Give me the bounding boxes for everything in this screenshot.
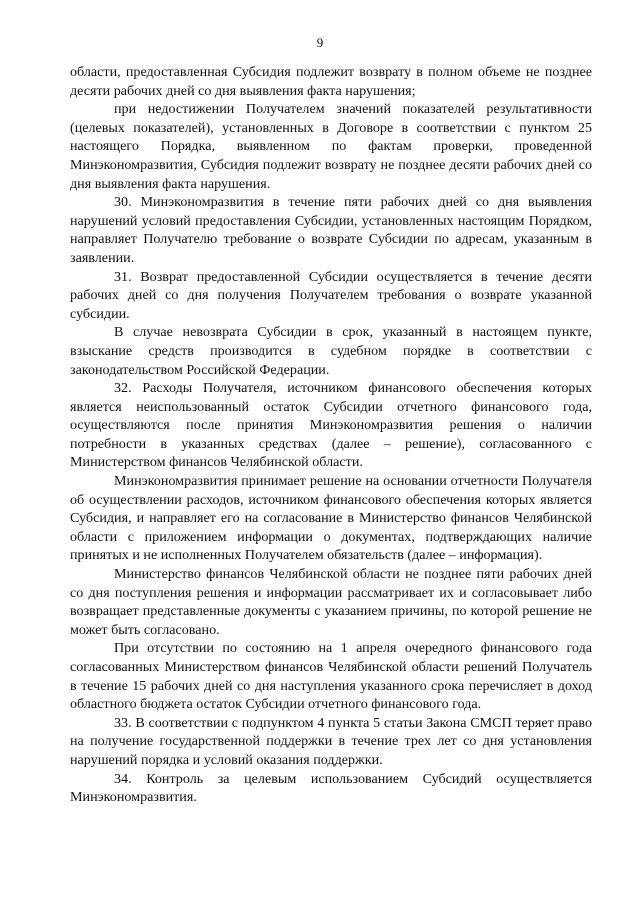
- paragraph: 30. Минэкономразвития в течение пяти рабочих дней со дня выявления нарушений условий предоставления Субсидии, установленных настоящим Порядком, направляет Получателю требование о возврате Субсидии по адресам, указанным в заявлении.: [70, 194, 592, 266]
- page-number: 9: [316, 35, 324, 50]
- paragraph: 32. Расходы Получателя, источником финансового обеспечения которых является неиспользованный остаток Субсидии отчетного финансового года, осуществляются после принятия Минэкономразвития решения о наличии потребности в указанных средствах (далее – решение), согласованного с Министерством финансов Челябинской области.: [70, 380, 592, 471]
- paragraph: 34. Контроль за целевым использованием Субсидий осуществляется Минэкономразвития.: [70, 770, 592, 806]
- paragraph: при недостижении Получателем значений показателей результативности (целевых показателей), установленных в Договоре в соответствии с пунктом 25 настоящего Порядка, выявленном по фактам проверки, проведенной Минэкономразвития, Субсидия подлежит возврату не позднее десяти рабочих дней со дня выявления факта нарушения.: [70, 101, 592, 192]
- paragraph: области, предоставленная Субсидия подлежит возврату в полном объеме не позднее десяти рабочих дней со дня выявления факта нарушения;: [70, 64, 592, 99]
- paragraph: 33. В соответствии с подпунктом 4 пункта 5 статьи Закона СМСП теряет право на получение государственной поддержки в течение трех лет со дня установления нарушений порядка и условий оказания поддержки.: [70, 714, 592, 768]
- paragraph: Министерство финансов Челябинской области не позднее пяти рабочих дней со дня поступления решения и информации рассматривает их и согласовывает либо возвращает представленные документы с указанием причины, по которой решение не может быть согласовано.: [70, 566, 592, 638]
- paragraph: При отсутствии по состоянию на 1 апреля очередного финансового года согласованных Министерством финансов Челябинской области решений Получатель в течение 15 рабочих дней со дня наступления указанного срока перечисляет в доход областного бюджета остаток Субсидии отчетного финансового года.: [70, 640, 592, 713]
- document-body: [70, 63, 592, 807]
- paragraph: Минэкономразвития принимает решение на основании отчетности Получателя об осуществлении расходов, источником финансового обеспечения которых является Субсидия, и направляет его на согласование в Министерство финансов Челябинской области с приложением информации о документах, подтверждающих наличие принятых и не исполненных Получателем обязательств (далее – информация).: [70, 473, 592, 564]
- paragraph: 31. Возврат предоставленной Субсидии осуществляется в течение десяти рабочих дней со дня получения Получателем требования о возврате указанной субсидии.: [70, 268, 592, 322]
- paragraph: В случае невозврата Субсидии в срок, указанный в настоящем пункте, взыскание средств производится в судебном порядке в соответствии с законодательством Российской Федерации.: [70, 324, 592, 378]
